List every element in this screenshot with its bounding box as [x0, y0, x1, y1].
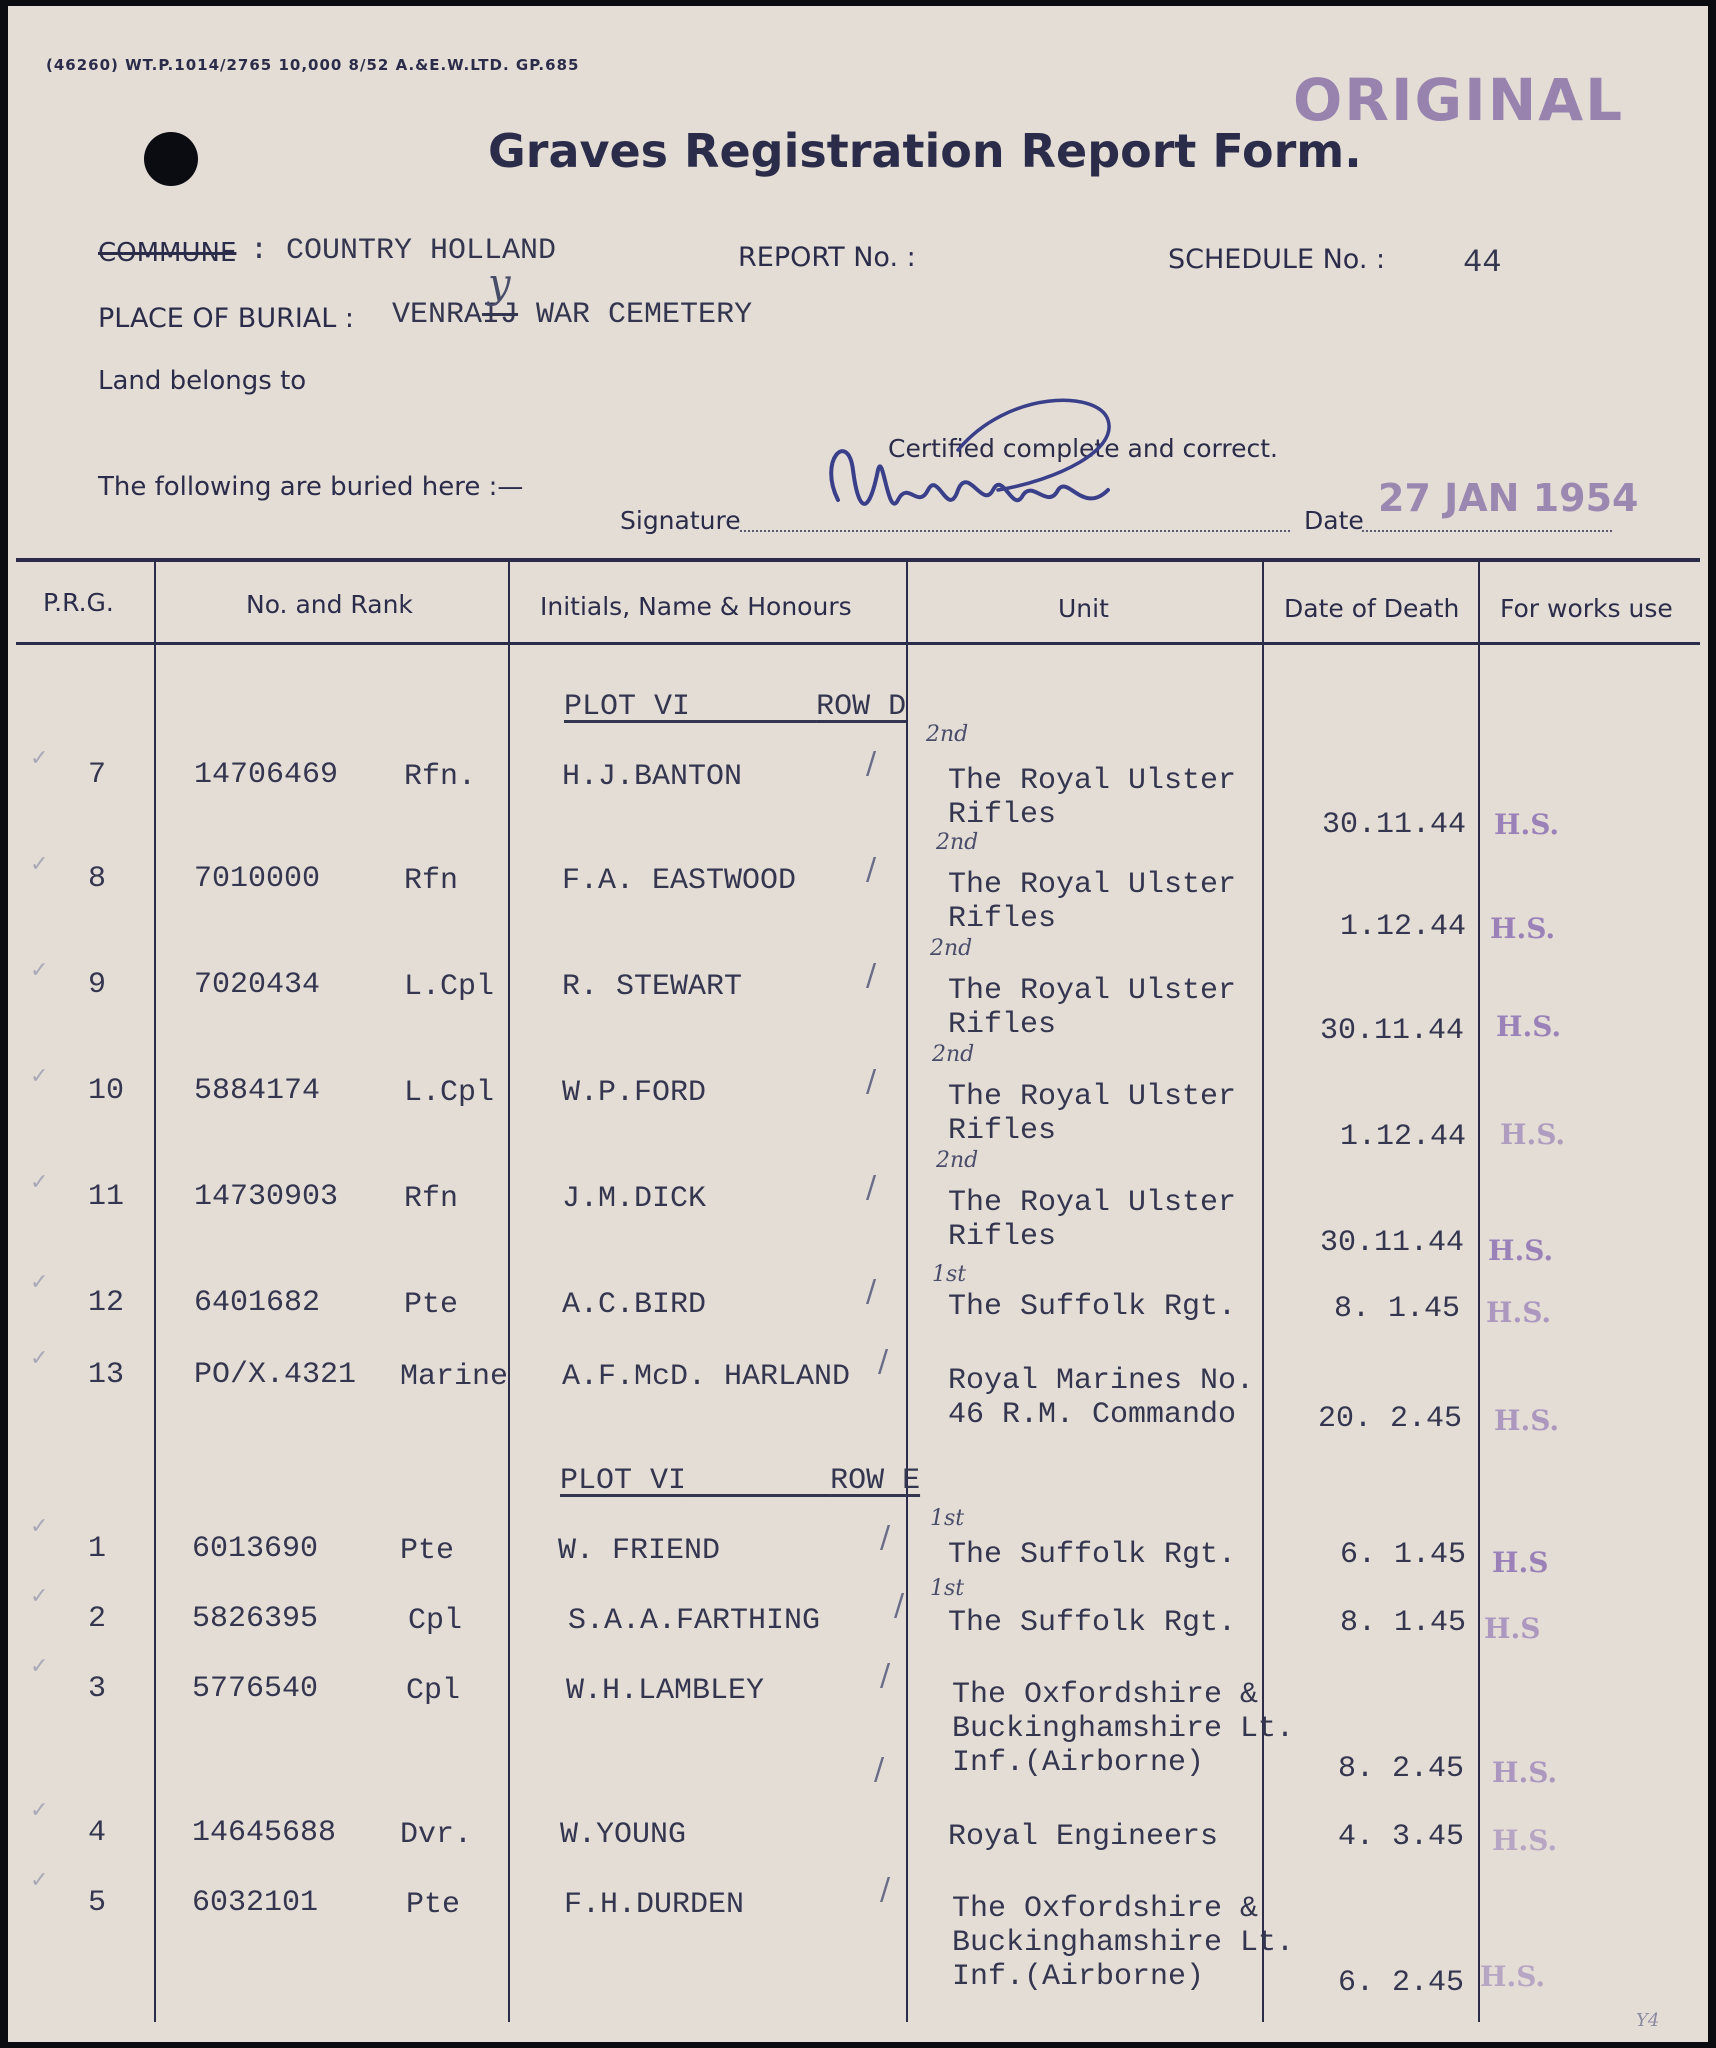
number-cell: 6032101: [192, 1886, 319, 1920]
rank-cell: Dvr.: [400, 1818, 473, 1852]
form-title: Graves Registration Report Form.: [488, 124, 1362, 178]
rank-cell: Rfn: [404, 1182, 459, 1216]
name-cell: H.J.BANTON: [562, 760, 743, 794]
unit-cell: Royal Engineers: [948, 1820, 1219, 1854]
col-header-works: For works use: [1500, 594, 1673, 623]
place-value: VENRAIJ WAR CEMETERY: [392, 298, 753, 332]
handwritten-signature: [808, 390, 1138, 550]
unit-cell: Rifles: [948, 798, 1057, 832]
date-cell: 8. 1.45: [1340, 1606, 1467, 1640]
number-cell: 5826395: [192, 1602, 319, 1636]
section-heading: PLOT VI ROW E: [560, 1464, 921, 1498]
unit-cell: Buckinghamshire Lt.: [952, 1926, 1295, 1960]
col-header-unit: Unit: [1058, 594, 1109, 623]
date-cell: 8. 2.45: [1338, 1752, 1465, 1786]
date-cell: 30.11.44: [1320, 1226, 1465, 1260]
place-label: PLACE OF BURIAL :: [98, 303, 354, 334]
works-cell: H.S: [1492, 1546, 1549, 1579]
schedule-no-label: SCHEDULE No. :: [1168, 244, 1386, 275]
number-cell: 14730903: [194, 1180, 339, 1214]
table-row: ✓ 7 14706469 Rfn. H.J.BANTON / 2nd The Royal Ulster Rifles 30.11.44 H.S.: [30, 722, 1560, 842]
date-cell: 8. 1.45: [1334, 1292, 1461, 1326]
works-cell: H.S.: [1500, 1118, 1566, 1151]
unit-cell: Rifles: [948, 902, 1057, 936]
unit-cell: 46 R.M. Commando: [948, 1398, 1237, 1432]
table-header-rule: [16, 642, 1700, 645]
number-cell: 6013690: [192, 1532, 319, 1566]
works-cell: H.S: [1484, 1612, 1541, 1645]
battalion-note: 1st: [932, 1262, 967, 1287]
rank-cell: Cpl: [406, 1674, 461, 1708]
works-cell: H.S.: [1486, 1296, 1552, 1329]
date-cell: 6. 1.45: [1340, 1538, 1467, 1572]
date-cell: 1.12.44: [1340, 1120, 1467, 1154]
punch-hole: [144, 132, 198, 186]
works-cell: H.S.: [1480, 1960, 1546, 1993]
name-cell: W.H.LAMBLEY: [566, 1674, 765, 1708]
table-top-rule: [16, 558, 1700, 562]
original-stamp: ORIGINAL: [1293, 66, 1625, 134]
prg-cell: 12: [88, 1286, 125, 1320]
number-cell: 14706469: [194, 758, 339, 792]
works-cell: H.S.: [1494, 808, 1560, 841]
corner-note: Y4: [1636, 2010, 1660, 2031]
table-row: ✓ 3 5776540 Cpl W.H.LAMBLEY / The Oxfordshire & Buckinghamshire Lt. Inf.(Airborne) / 8. 2.45 H.S.: [30, 1654, 1558, 1789]
name-cell: J.M.DICK: [562, 1182, 707, 1216]
table-row: ✓ 2 5826395 Cpl S.A.A.FARTHING / 1st The Suffolk Rgt. 8. 1.45 H.S: [30, 1576, 1541, 1645]
unit-cell: The Royal Ulster: [948, 868, 1237, 902]
unit-cell: The Royal Ulster: [948, 1080, 1237, 1114]
date-cell: 30.11.44: [1320, 1014, 1465, 1048]
rank-cell: Cpl: [408, 1604, 463, 1638]
unit-cell: Buckinghamshire Lt.: [952, 1712, 1295, 1746]
rank-cell: Rfn: [404, 864, 459, 898]
number-cell: 5884174: [194, 1074, 321, 1108]
name-cell: W.YOUNG: [560, 1818, 687, 1852]
rank-cell: Pte: [400, 1534, 455, 1568]
table-row: ✓ 11 14730903 Rfn J.M.DICK / 2nd The Royal Ulster Rifles 30.11.44 H.S.: [30, 1148, 1554, 1267]
name-cell: R. STEWART: [562, 970, 743, 1004]
number-cell: 6401682: [194, 1286, 321, 1320]
commune-label: COMMUNE: [98, 238, 237, 268]
number-cell: 14645688: [192, 1816, 337, 1850]
prg-cell: 8: [88, 862, 107, 896]
works-cell: H.S.: [1490, 912, 1556, 945]
col-header-name: Initials, Name & Honours: [540, 592, 852, 621]
rank-cell: Pte: [404, 1288, 459, 1322]
number-cell: 5776540: [192, 1672, 319, 1706]
prg-cell: 5: [88, 1886, 107, 1920]
unit-cell: The Oxfordshire &: [952, 1892, 1259, 1926]
unit-cell: The Oxfordshire &: [952, 1678, 1259, 1712]
table-row: ✓ 1 6013690 Pte W. FRIEND / 1st The Suffolk Rgt. 6. 1.45 H.S: [30, 1506, 1549, 1579]
unit-cell: Inf.(Airborne): [952, 1746, 1205, 1780]
date-cell: 4. 3.45: [1338, 1820, 1465, 1854]
battalion-note: 2nd: [926, 722, 969, 747]
prg-cell: 9: [88, 968, 107, 1002]
name-cell: F.H.DURDEN: [564, 1888, 745, 1922]
prg-cell: 2: [88, 1602, 107, 1636]
table-row: ✓ 13 PO/X.4321 Marine A.F.McD. HARLAND / Royal Marines No. 46 R.M. Commando 20. 2.45 H.S.: [30, 1344, 1560, 1437]
prg-cell: 7: [88, 758, 107, 792]
unit-cell: Rifles: [948, 1220, 1057, 1254]
rank-cell: Marine: [400, 1360, 509, 1394]
works-cell: H.S.: [1496, 1010, 1562, 1043]
unit-cell: The Suffolk Rgt.: [948, 1538, 1237, 1572]
table-row: ✓ 8 7010000 Rfn F.A. EASTWOOD / 2nd The Royal Ulster Rifles 1.12.44 H.S.: [30, 830, 1556, 945]
prg-cell: 3: [88, 1672, 107, 1706]
rank-cell: Rfn.: [404, 760, 477, 794]
table-row: ✓ 12 6401682 Pte A.C.BIRD / 1st The Suffolk Rgt. 8. 1.45 H.S.: [30, 1262, 1552, 1329]
number-cell: PO/X.4321: [194, 1358, 357, 1392]
rank-cell: Pte: [406, 1888, 461, 1922]
unit-cell: The Royal Ulster: [948, 1186, 1237, 1220]
section-heading: PLOT VI ROW D: [564, 690, 907, 724]
name-cell: A.F.McD. HARLAND: [562, 1360, 851, 1394]
certified-text: Certified complete and correct.: [888, 434, 1278, 463]
table-row: ✓ 4 14645688 Dvr. W.YOUNG Royal Engineers 4. 3.45 H.S.: [30, 1798, 1558, 1857]
land-label: Land belongs to: [98, 366, 307, 396]
prg-cell: 4: [88, 1816, 107, 1850]
signature-label: Signature: [620, 506, 741, 535]
form-sheet: [8, 6, 1708, 2042]
name-cell: A.C.BIRD: [562, 1288, 707, 1322]
rank-cell: L.Cpl: [404, 970, 495, 1004]
unit-cell: Rifles: [948, 1008, 1057, 1042]
date-stamp: 27 JAN 1954: [1378, 476, 1639, 520]
buried-label: The following are buried here :—: [98, 472, 524, 502]
works-cell: H.S.: [1492, 1756, 1558, 1789]
table-row: ✓ 10 5884174 L.Cpl W.P.FORD / 2nd The Royal Ulster Rifles 1.12.44 H.S.: [30, 1042, 1566, 1154]
number-cell: 7010000: [194, 862, 321, 896]
col-header-no-rank: No. and Rank: [246, 590, 413, 619]
date-cell: 1.12.44: [1340, 910, 1467, 944]
report-no-label: REPORT No. :: [738, 242, 916, 273]
works-cell: H.S.: [1492, 1824, 1558, 1857]
battalion-note: 2nd: [930, 936, 973, 961]
works-cell: H.S.: [1494, 1404, 1560, 1437]
unit-cell: The Royal Ulster: [948, 974, 1237, 1008]
date-cell: 20. 2.45: [1318, 1402, 1463, 1436]
number-cell: 7020434: [194, 968, 321, 1002]
unit-cell: Royal Marines No.: [948, 1364, 1255, 1398]
works-cell: H.S.: [1488, 1234, 1554, 1267]
unit-cell: Rifles: [948, 1114, 1057, 1148]
battalion-note: 2nd: [936, 830, 979, 855]
prg-cell: 1: [88, 1532, 107, 1566]
name-cell: S.A.A.FARTHING: [568, 1604, 821, 1638]
date-cell: 6. 2.45: [1338, 1966, 1465, 2000]
prg-cell: 10: [88, 1074, 125, 1108]
prg-cell: 11: [88, 1180, 125, 1214]
place-correction: y: [488, 261, 511, 307]
col-header-prg: P.R.G.: [43, 588, 114, 617]
battalion-note: 1st: [930, 1506, 965, 1531]
table-row: ✓ 9 7020434 L.Cpl R. STEWART / 2nd The Royal Ulster Rifles 30.11.44 H.S.: [30, 936, 1562, 1048]
unit-cell: The Suffolk Rgt.: [948, 1606, 1237, 1640]
unit-cell: Inf.(Airborne): [952, 1960, 1205, 1994]
battalion-note: 2nd: [936, 1148, 979, 1173]
prg-cell: 13: [88, 1358, 125, 1392]
date-cell: 30.11.44: [1322, 808, 1467, 842]
commune-value: : COUNTRY HOLLAND: [250, 234, 557, 268]
name-cell: W. FRIEND: [558, 1534, 721, 1568]
unit-cell: The Suffolk Rgt.: [948, 1290, 1237, 1324]
name-cell: F.A. EASTWOOD: [562, 864, 797, 898]
name-cell: W.P.FORD: [562, 1076, 707, 1110]
battalion-note: 1st: [930, 1576, 965, 1601]
print-code: (46260) WT.P.1014/2765 10,000 8/52 A.&E.W.LTD. GP.685: [46, 56, 580, 74]
table-row: ✓ 5 6032101 Pte F.H.DURDEN / The Oxfordshire & Buckinghamshire Lt. Inf.(Airborne) 6. 2.45 H.S.: [30, 1868, 1546, 2000]
schedule-no-value: 44: [1463, 244, 1502, 281]
col-header-date: Date of Death: [1284, 594, 1460, 623]
date-label: Date: [1304, 506, 1364, 535]
unit-cell: The Royal Ulster: [948, 764, 1237, 798]
battalion-note: 2nd: [932, 1042, 975, 1067]
rank-cell: L.Cpl: [404, 1076, 495, 1110]
date-line: [1362, 530, 1612, 532]
